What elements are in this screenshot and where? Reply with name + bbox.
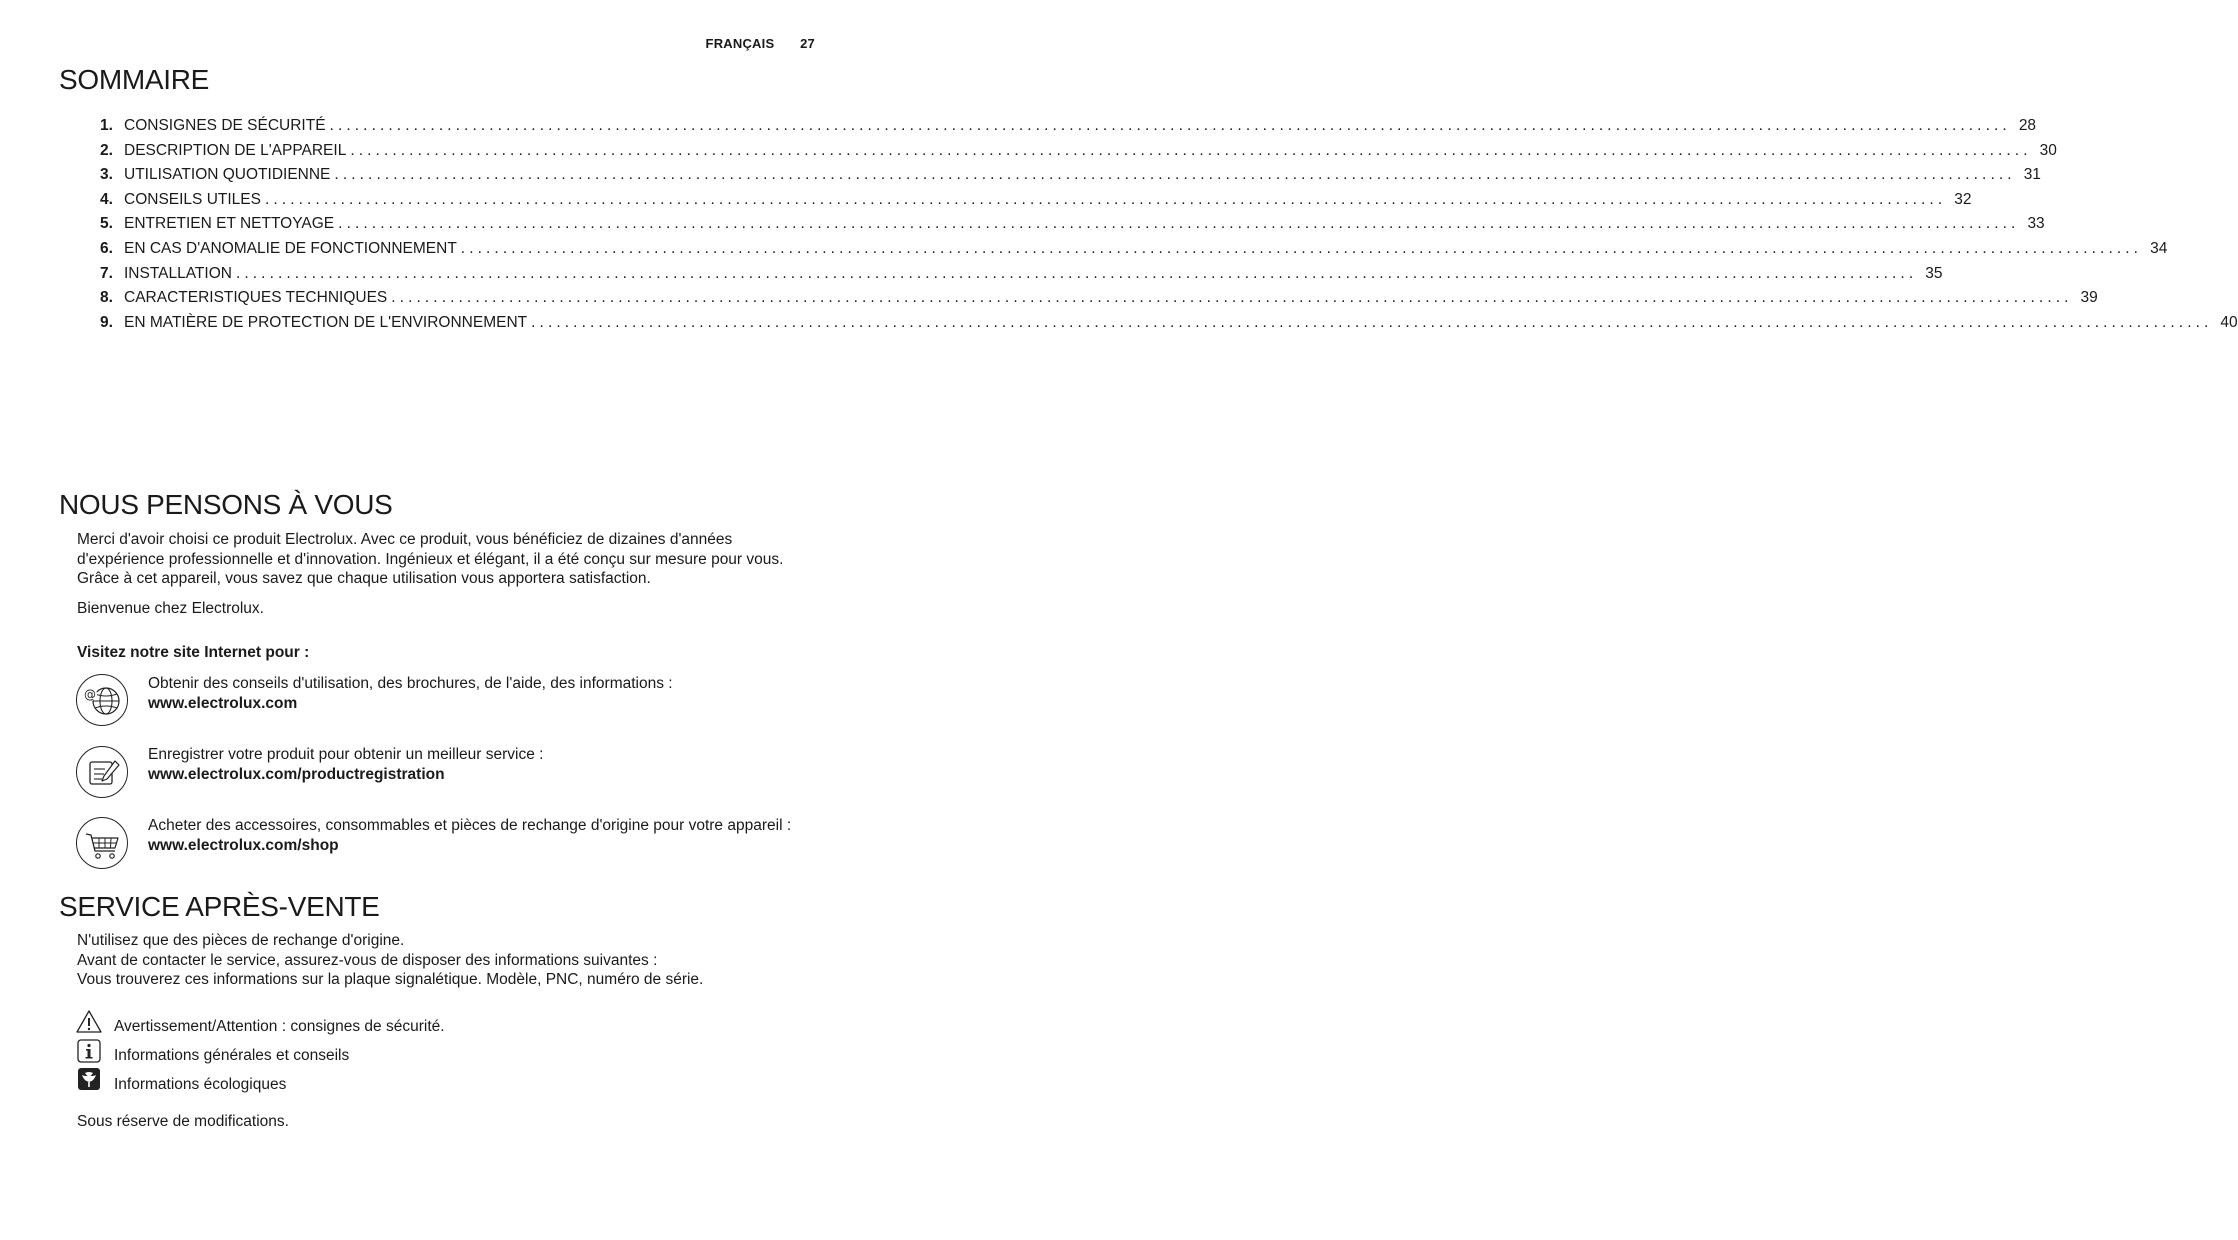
toc-number: 9. — [100, 313, 113, 331]
toc-entry[interactable] — [100, 214, 2045, 239]
svg-text:@: @ — [84, 687, 96, 702]
link-block-registration — [148, 745, 828, 784]
toc-entry[interactable] — [100, 239, 2168, 264]
intro-paragraph: Merci d'avoir choisi ce produit Electrolux. Avec ce produit, vous bénéficiez de dizaines d'années d'expérience professionnelle et d'innovation. Ingénieux et élégant, il a été conçu sur mesure pour vous. Grâce à cet appareil, vous savez que chaque utilisation vous apportera satisfaction. — [77, 531, 784, 587]
toc-leader-dots: ........................................................................................................................................................................................................ — [338, 215, 2020, 233]
toc-entry[interactable] — [100, 116, 2037, 141]
toc-page: 35 — [1925, 264, 1943, 282]
toc-entry[interactable] — [100, 190, 1972, 215]
toc-leader-dots: ........................................................................................................................................................................................................ — [264, 190, 1947, 208]
toc-page: 28 — [2018, 117, 2037, 134]
toc-number: 6. — [100, 239, 113, 257]
toc-page: 30 — [2039, 141, 2057, 159]
service-line: N'utilisez que des pièces de rechange d'origine. — [77, 932, 405, 949]
service-title: SERVICE APRÈS-VENTE — [59, 891, 380, 922]
toc-entry[interactable] — [100, 313, 2238, 338]
service-text — [77, 931, 822, 990]
welcome-text: Bienvenue chez Electrolux. — [77, 600, 264, 617]
toc-title: EN CAS D'ANOMALIE DE FONCTIONNEMENT — [124, 239, 457, 257]
toc-leader-dots: ........................................................................................................................................................................................................ — [350, 141, 2032, 159]
link-url[interactable]: www.electrolux.com/productregistration — [148, 765, 445, 783]
service-line: Avant de contacter le service, assurez-vous de disposer des informations suivantes : — [77, 951, 658, 969]
eco-icon — [76, 1067, 102, 1091]
toc-page: 39 — [2080, 289, 2098, 307]
toc-page: 33 — [2027, 215, 2045, 233]
table-of-contents — [100, 116, 2238, 337]
globe-at-icon — [76, 674, 128, 726]
registration-form-icon — [76, 746, 128, 798]
toc-title: CONSIGNES DE SÉCURITÉ — [124, 117, 326, 134]
toc-number: 5. — [100, 215, 113, 233]
link-description: Acheter des accessoires, consommables et pièces de rechange d'origine pour votre appareil : — [148, 817, 792, 834]
toc-title: CARACTERISTIQUES TECHNIQUES — [124, 289, 388, 307]
toc-leader-dots: ........................................................................................................................................................................................................ — [235, 264, 1918, 282]
toc-title: UTILISATION QUOTIDIENNE — [124, 166, 331, 184]
toc-leader-dots: ........................................................................................................................................................................................................ — [329, 117, 2011, 134]
toc-number: 3. — [100, 166, 113, 184]
sommaire-title: SOMMAIRE — [59, 64, 210, 95]
shopping-cart-icon — [76, 817, 128, 869]
info-icon — [76, 1039, 102, 1063]
page-header — [706, 36, 815, 51]
legend-info-text: Informations générales et conseils — [114, 1047, 350, 1064]
link-description: Obtenir des conseils d'utilisation, des brochures, de l'aide, des informations : — [148, 675, 673, 692]
toc-entry[interactable] — [100, 165, 2041, 190]
toc-leader-dots: ........................................................................................................................................................................................................ — [531, 313, 2213, 331]
toc-entry[interactable] — [100, 141, 2057, 166]
toc-title: DESCRIPTION DE L'APPAREIL — [124, 141, 347, 159]
nous-pensons-title: NOUS PENSONS À VOUS — [59, 489, 393, 520]
toc-number: 4. — [100, 190, 113, 208]
visit-heading: Visitez notre site Internet pour : — [77, 644, 310, 661]
toc-number: 1. — [100, 117, 113, 134]
toc-number: 2. — [100, 141, 113, 159]
toc-title: EN MATIÈRE DE PROTECTION DE L'ENVIRONNEMENT — [124, 313, 528, 331]
link-description: Enregistrer votre produit pour obtenir un meilleur service : — [148, 746, 544, 763]
toc-entry[interactable] — [100, 264, 1943, 289]
footer-note: Sous réserve de modifications. — [77, 1113, 289, 1130]
warning-icon — [76, 1009, 102, 1033]
toc-title: ENTRETIEN ET NETTOYAGE — [124, 215, 335, 233]
toc-number: 8. — [100, 289, 113, 307]
legend-eco-text: Informations écologiques — [114, 1076, 287, 1093]
service-line: Vous trouverez ces informations sur la plaque signalétique. Modèle, PNC, numéro de série. — [77, 971, 704, 988]
toc-leader-dots: ........................................................................................................................................................................................................ — [334, 166, 2016, 184]
toc-number: 7. — [100, 264, 113, 282]
toc-page: 31 — [2023, 166, 2041, 184]
link-block-info — [148, 674, 828, 713]
toc-page: 40 — [2220, 313, 2238, 331]
toc-title: CONSEILS UTILES — [124, 190, 261, 208]
toc-leader-dots: ........................................................................................................................................................................................................ — [460, 239, 2143, 257]
language-label: FRANÇAIS — [705, 36, 775, 51]
page-number: 27 — [800, 36, 815, 51]
toc-entry[interactable] — [100, 288, 2098, 313]
toc-title: INSTALLATION — [124, 264, 232, 282]
legend-warning-text: Avertissement/Attention : consignes de sécurité. — [114, 1018, 445, 1035]
link-url[interactable]: www.electrolux.com/shop — [148, 836, 339, 854]
link-block-shop — [148, 816, 828, 855]
toc-page: 32 — [1954, 190, 1972, 208]
link-url[interactable]: www.electrolux.com — [148, 694, 298, 712]
toc-leader-dots: ........................................................................................................................................................................................................ — [391, 289, 2073, 307]
toc-page: 34 — [2150, 239, 2168, 257]
